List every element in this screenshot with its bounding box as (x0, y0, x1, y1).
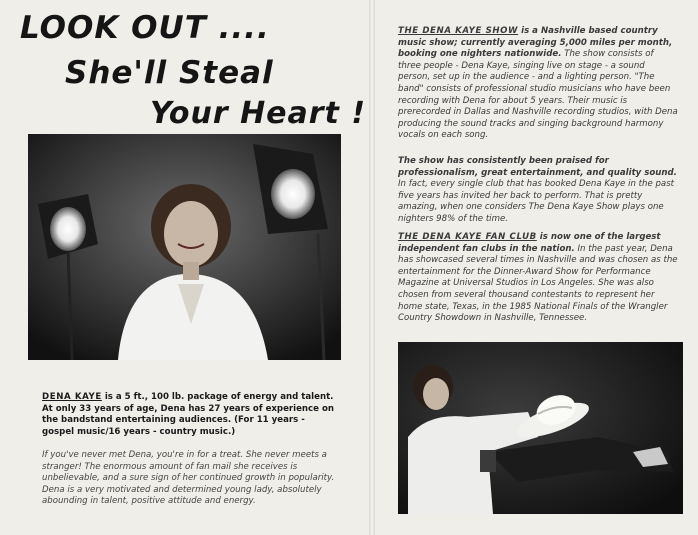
reclining-illustration (398, 342, 683, 514)
praise-text: In fact, every single club that has booked Dena Kaye in the past five years has invited her back to perform. That is pretty amazing, when one considers The Dena Kaye Show plays one nighters 98% of the time. (398, 179, 675, 224)
show-bold-text: is a Nashville based country music show; currently averaging 5,000 miles per month, booking one nighters nationwide. (398, 26, 673, 60)
fanclub-bold-text: is now one of the largest independent fan clubs in the nation. (398, 232, 661, 254)
show-paragraph (398, 26, 678, 142)
praise-bold-text: The show has consistently been praised for professionalism, great entertainment, and quality sound. (398, 156, 677, 178)
headline-line-2: She'll Steal (65, 55, 274, 91)
bio-paragraph-1 (42, 392, 338, 438)
fanclub-lead: THE DENA KAYE FAN CLUB (398, 232, 537, 242)
show-text: The show consists of three people - Dena Kaye, singing live on stage - a sound person, set up in the audience - and a lighting person. "The band" consists of professional studio musicians who have been recording with Dena for about 5 years. Their music is prerecorded in Dallas and Nashville recording studios, with Dena producing the sound tracks and singing background harmony vocals on each song. (398, 49, 678, 141)
bio-paragraph-1-text: is a 5 ft., 100 lb. package of energy and talent. At only 33 years of age, Dena has 27 years of experience on the bandstand entertaining audiences. (For 11 years - gospel music/16 years - country music.) (42, 392, 334, 437)
fanclub-text: In the past year, Dena has showcased several times in Nashville and was chosen as the entertainment for the Dinner-Award Show for Performance Magazine at Universal Studios in Los Angeles. She was also chosen from several thousand contestants to represent her home state, Texas, in the 1985 National Finals of the Wrangler Country Showdown in Nashville, Tennessee. (398, 243, 678, 324)
headline-line-1: LOOK OUT .... (20, 10, 270, 46)
portrait-illustration (28, 134, 341, 360)
fanclub-paragraph (398, 232, 678, 325)
reclining-photo (398, 342, 683, 514)
bio-paragraph-2 (42, 450, 338, 508)
headline-line-3: Your Heart ! (150, 96, 367, 131)
bio-paragraph-2-text: If you've never met Dena, you're in for a treat. She never meets a stranger! The enormous amount of fan mail she receives is unbelievable, and a sure sign of her continued growth in popularity. Dena is a very motivated and determined young lady, absolutely abounding in talent, positive attitude and energy. (42, 450, 335, 507)
praise-paragraph (398, 156, 678, 226)
page-fold (369, 0, 375, 535)
show-lead: THE DENA KAYE SHOW (398, 26, 519, 36)
bio-lead-name: DENA KAYE (42, 392, 102, 402)
portrait-photo (28, 134, 341, 360)
